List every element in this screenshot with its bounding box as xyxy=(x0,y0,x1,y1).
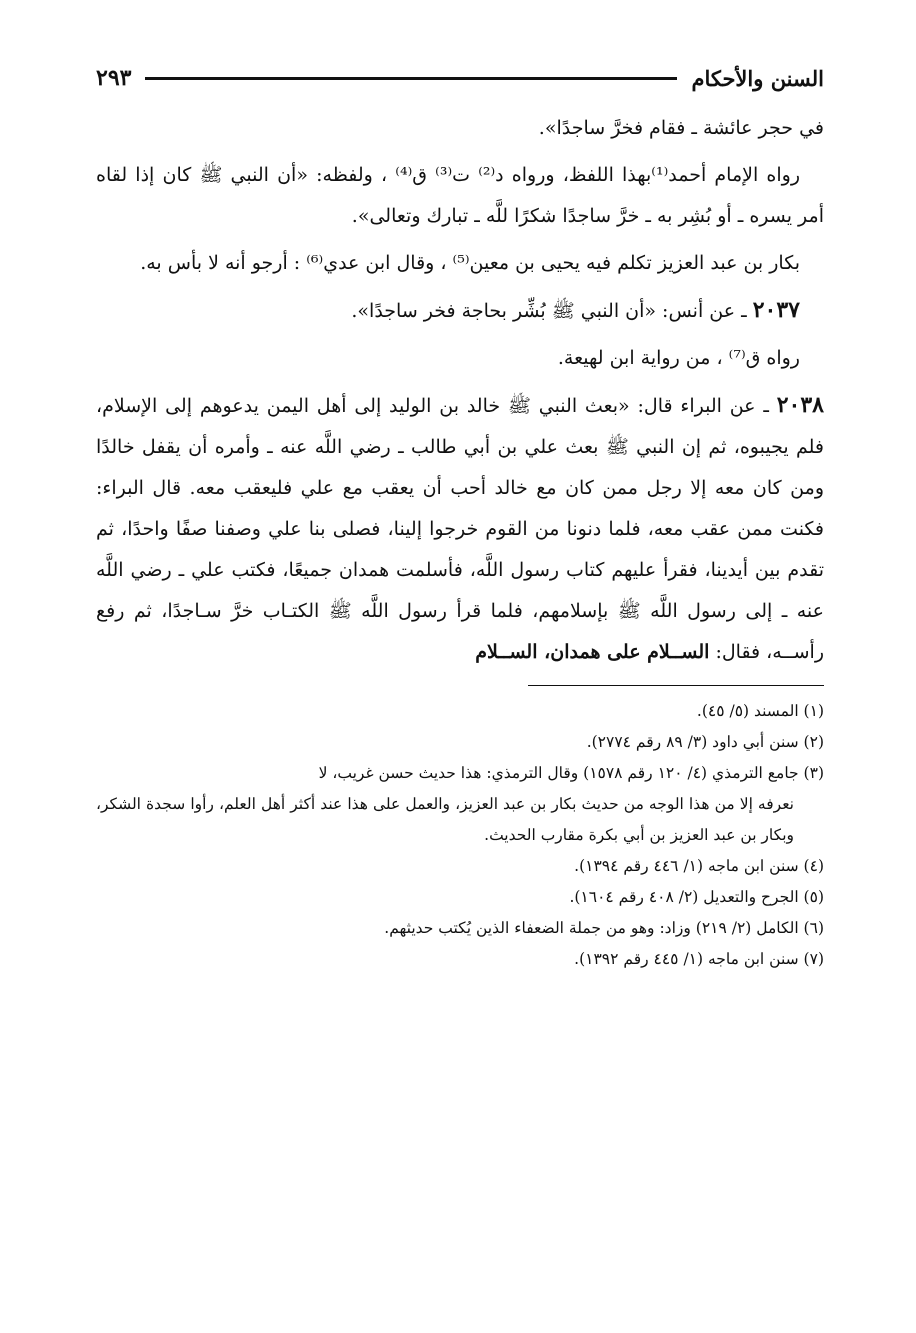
footnote-7: (٧) سنن ابن ماجه (١/ ٤٤٥ رقم ١٣٩٢). xyxy=(574,950,824,968)
footnote-2: (٢) سنن أبي داود (٣/ ٨٩ رقم ٢٧٧٤). xyxy=(586,733,824,751)
footnote-1: (١) المسند (٥/ ٤٥). xyxy=(696,702,824,720)
book-page xyxy=(96,58,824,975)
hadith-text: ـ عن أنس: «أن النبي ﷺ بُشِّر بحاجة فخر ساجدًا». xyxy=(351,300,753,322)
page-header xyxy=(96,58,824,98)
paragraph-2: رواه الإمام أحمد⁽¹⁾بهذا اللفظ، ورواه د⁽²⁾ ت⁽³⁾ ق⁽⁴⁾ ، ولفظه: «أن النبي ﷺ كان إذا لقاه أمر يسره ـ أو بُشِر به ـ خرَّ ساجدًا شكرًا للَّه ـ تبارك وتعالى». xyxy=(96,164,824,227)
footnotes xyxy=(96,696,824,975)
hadith-text: ـ عن البراء قال: «بعث النبي ﷺ خالد بن الوليد إلى أهل اليمن يدعوهم إلى الإسلام، فلم يجيبوه، ثم إن النبي ﷺ بعث علي بن أبي طالب ـ رضي اللَّه عنه ـ وأمره أن يقفل خالدًا ومن كان معه إلا رجل ممن كان مع خالد أحب أن يعقب مع علي فليعقب معه. قال البراء: فكنت ممن عقب معه، فلما دنونا من القوم خرجوا إلينا، فصلى بنا علي وصفنا صفًا واحدًا، ثم تقدم بين أيدينا، فقرأ عليهم كتاب رسول اللَّه، فأسلمت همدان جميعًا، فكتب علي ـ رضي اللَّه عنه ـ إلى رسول اللَّه ﷺ بإسلامهم، فلما قرأ رسول اللَّه ﷺ الكتـاب خرَّ سـاجدًا، ثم رفع رأســه، فقال: xyxy=(96,395,824,663)
hadith-number: ٢٠٣٧ xyxy=(752,297,800,323)
footnote-4: (٤) سنن ابن ماجه (١/ ٤٤٦ رقم ١٣٩٤). xyxy=(574,857,824,875)
footnote-3 xyxy=(96,758,824,851)
running-title: السنن والأحكام xyxy=(691,65,824,91)
footnote-3-continuation: نعرفه إلا من هذا الوجه من حديث بكار بن عبد العزيز، والعمل على هذا عند أكثر أهل العلم، رأوا سجدة الشكر، وبكار بن عبد العزيز بن أبي بكرة مقارب الحديث. xyxy=(96,795,794,844)
main-text xyxy=(96,108,824,673)
hadith-2038 xyxy=(96,385,824,673)
paragraph-1: في حجر عائشة ـ فقام فخرَّ ساجدًا». xyxy=(538,117,824,139)
hadith-number: ٢٠٣٨ xyxy=(776,392,824,418)
footnote-3-first-line: (٣) جامع الترمذي (٤/ ١٢٠ رقم ١٥٧٨) وقال الترمذي: هذا حديث حسن غريب، لا xyxy=(318,764,824,782)
footnote-6: (٦) الكامل (٢/ ٢١٩) وزاد: وهو من جملة الضعفاء الذين يُكتب حديثهم. xyxy=(384,919,824,937)
hadith-bold-phrase: الســلام على همدان، الســلام xyxy=(475,641,710,663)
page-number: ٢٩٣ xyxy=(96,65,132,91)
footnote-5: (٥) الجرح والتعديل (٢/ ٤٠٨ رقم ١٦٠٤). xyxy=(569,888,824,906)
footnote-divider xyxy=(528,685,824,686)
paragraph-5: رواه ق⁽⁷⁾ ، من رواية ابن لهيعة. xyxy=(557,347,800,369)
hadith-2037 xyxy=(96,290,824,332)
paragraph-3: بكار بن عبد العزيز تكلم فيه يحيى بن معين⁽⁵⁾ ، وقال ابن عدي⁽⁶⁾ : أرجو أنه لا بأس به. xyxy=(140,252,800,274)
header-rule xyxy=(145,77,677,80)
